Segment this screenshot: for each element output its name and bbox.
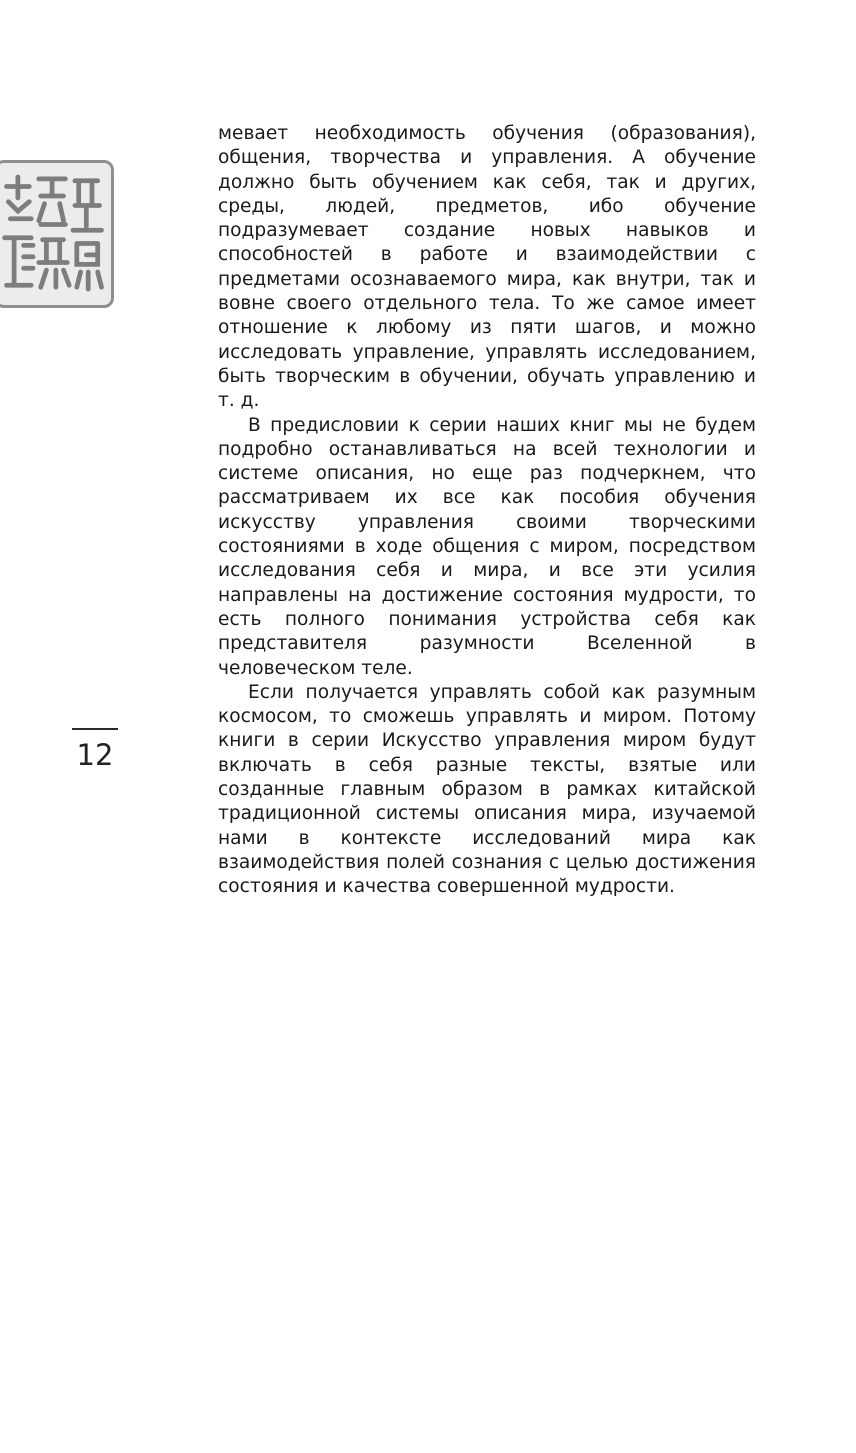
chinese-seal-stamp-icon: [0, 160, 114, 308]
seal-glyphs: [0, 163, 111, 305]
page-number-rule: [72, 728, 118, 730]
paragraph-2: В предисловии к серии наших книг мы не будем подробно останавливаться на всей технологии и системе описания, но еще раз подчеркнем, что рассматриваем их все как пособия обучения искусству управления своими творческими состояниями в ходе общения с миром, посредством исследования себя и мира, и все эти усилия направлены на достижение состояния мудрости, то есть полного понимания устройства себя как представителя разумности Вселенной в человеческом теле.: [218, 414, 756, 679]
paragraph-3: Если получается управлять собой как разумным космосом, то сможешь управлять и миром. Потому книги в серии Искусство управления миром будут включать в себя разные тексты, взятые или созданные главным образом в рамках китайской традиционной системы описания мира, изучаемой нами в контексте исследований мира как взаимодействия полей сознания с целью достижения состояния и качества совершенной мудрости.: [218, 681, 756, 898]
paragraph-1: мевает необходимость обучения (образования), общения, творчества и управления. А обучение должно быть обучением как себя, так и других, среды, людей, предметов, ибо обучение подразумевает создание новых навыков и способностей в работе и взаимодействии с предметами осознаваемого мира, как внутри, так и вовне своего отдельного тела. То же самое имеет отношение к любому из пяти шагов, и можно исследовать управление, управлять исследованием, быть творческим в обучении, обучать управлению и т. д.: [218, 123, 756, 412]
page-number: 12: [76, 738, 114, 772]
text-column: [218, 122, 756, 900]
